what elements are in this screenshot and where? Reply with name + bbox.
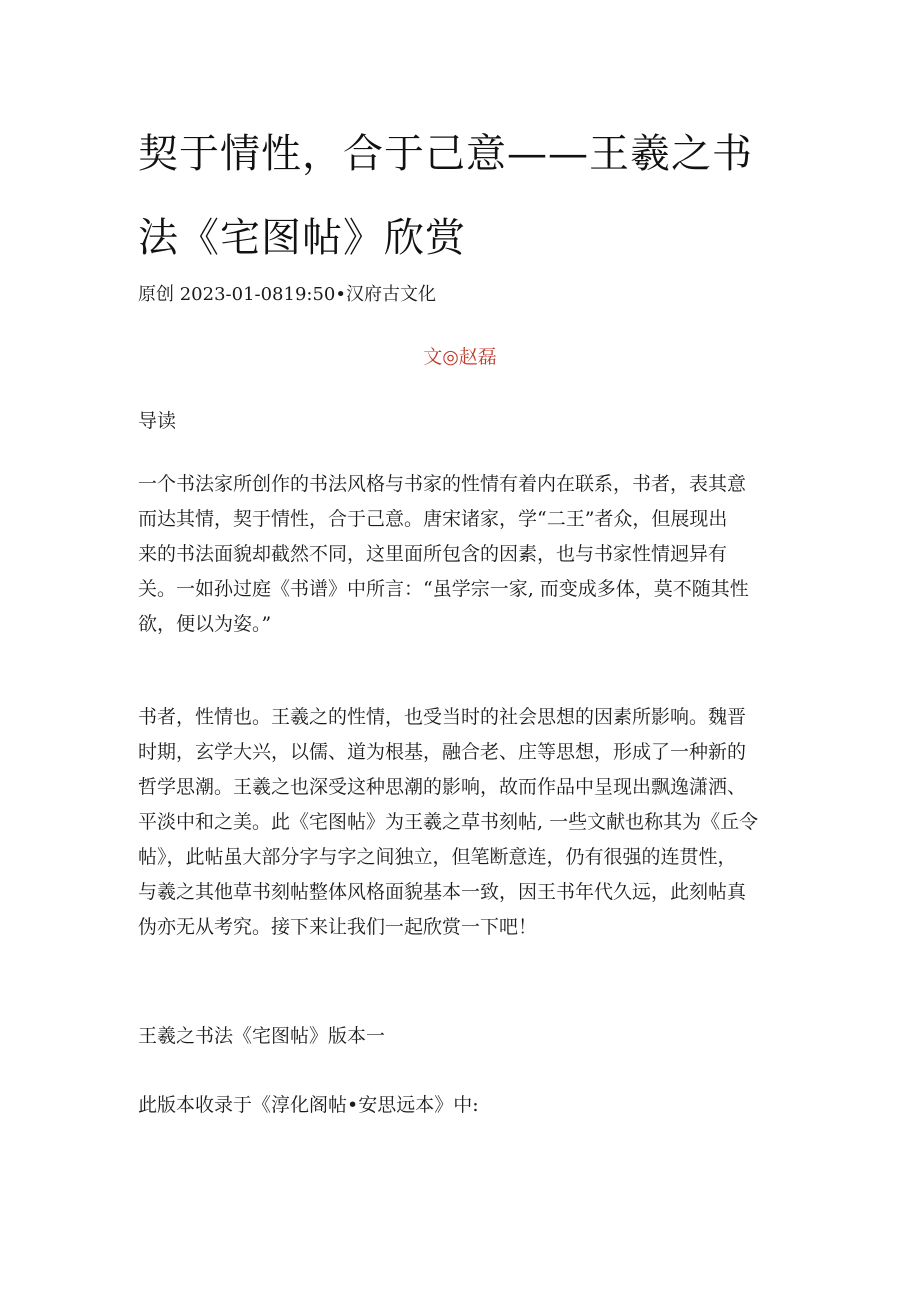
paragraph-2-line: 哲学思潮。王羲之也深受这种思潮的影响，故而作品中呈现出飘逸潇洒、 (138, 776, 747, 798)
paragraph-2-line: 伪亦无从考究。接下来让我们一起欣赏一下吧！ (138, 916, 538, 938)
paragraph-1-line: 关。一如孙过庭《书谱》中所言：“虽学宗一家, 而变成多体，莫不随其性 (138, 578, 749, 600)
article-title-line-1: 契于情性，合于己意——王羲之书 (138, 131, 753, 177)
paragraph-2-line: 书者，性情也。王羲之的性情，也受当时的社会思想的因素所影响。魏晋 (138, 706, 747, 728)
paragraph-1 (138, 467, 798, 642)
paragraph-2-line: 时期，玄学大兴，以儒、道为根基，融合老、庄等思想，形成了一种新的 (138, 741, 747, 763)
article-title-line-2: 法《宅图帖》欣赏 (138, 215, 466, 261)
version-heading: 王羲之书法《宅图帖》版本一 (138, 1025, 386, 1047)
author-credit: 文◎赵磊 (423, 346, 497, 368)
paragraph-2-line: 与羲之其他草书刻帖整体风格面貌基本一致，因王书年代久远，此刻帖真 (138, 881, 747, 903)
paragraph-1-line: 欲，便以为姿。” (138, 613, 272, 635)
paragraph-1-line: 而达其情，契于情性，合于己意。唐宋诸家，学“二王”者众，但展现出 (138, 508, 728, 530)
article-title (138, 112, 798, 280)
paragraph-2-line: 帖》，此帖虽大部分字与字之间独立，但笔断意连，仍有很强的连贯性， (138, 846, 737, 868)
article-meta: 原创 2023-01-0819:50•汉府古文化 (138, 284, 436, 305)
paragraph-2-line: 平淡中和之美。此《宅图帖》为王羲之草书刻帖, 一些文献也称其为《丘令 (138, 811, 759, 833)
intro-label: 导读 (138, 410, 177, 432)
paragraph-1-line: 一个书法家所创作的书法风格与书家的性情有着内在联系，书者，表其意 (138, 473, 747, 495)
paragraph-2 (138, 700, 798, 945)
source-note: 此版本收录于《淳化阁帖•安思远本》中: (138, 1094, 479, 1116)
paragraph-1-line: 来的书法面貌却截然不同，这里面所包含的因素，也与书家性情迥异有 (138, 543, 728, 565)
